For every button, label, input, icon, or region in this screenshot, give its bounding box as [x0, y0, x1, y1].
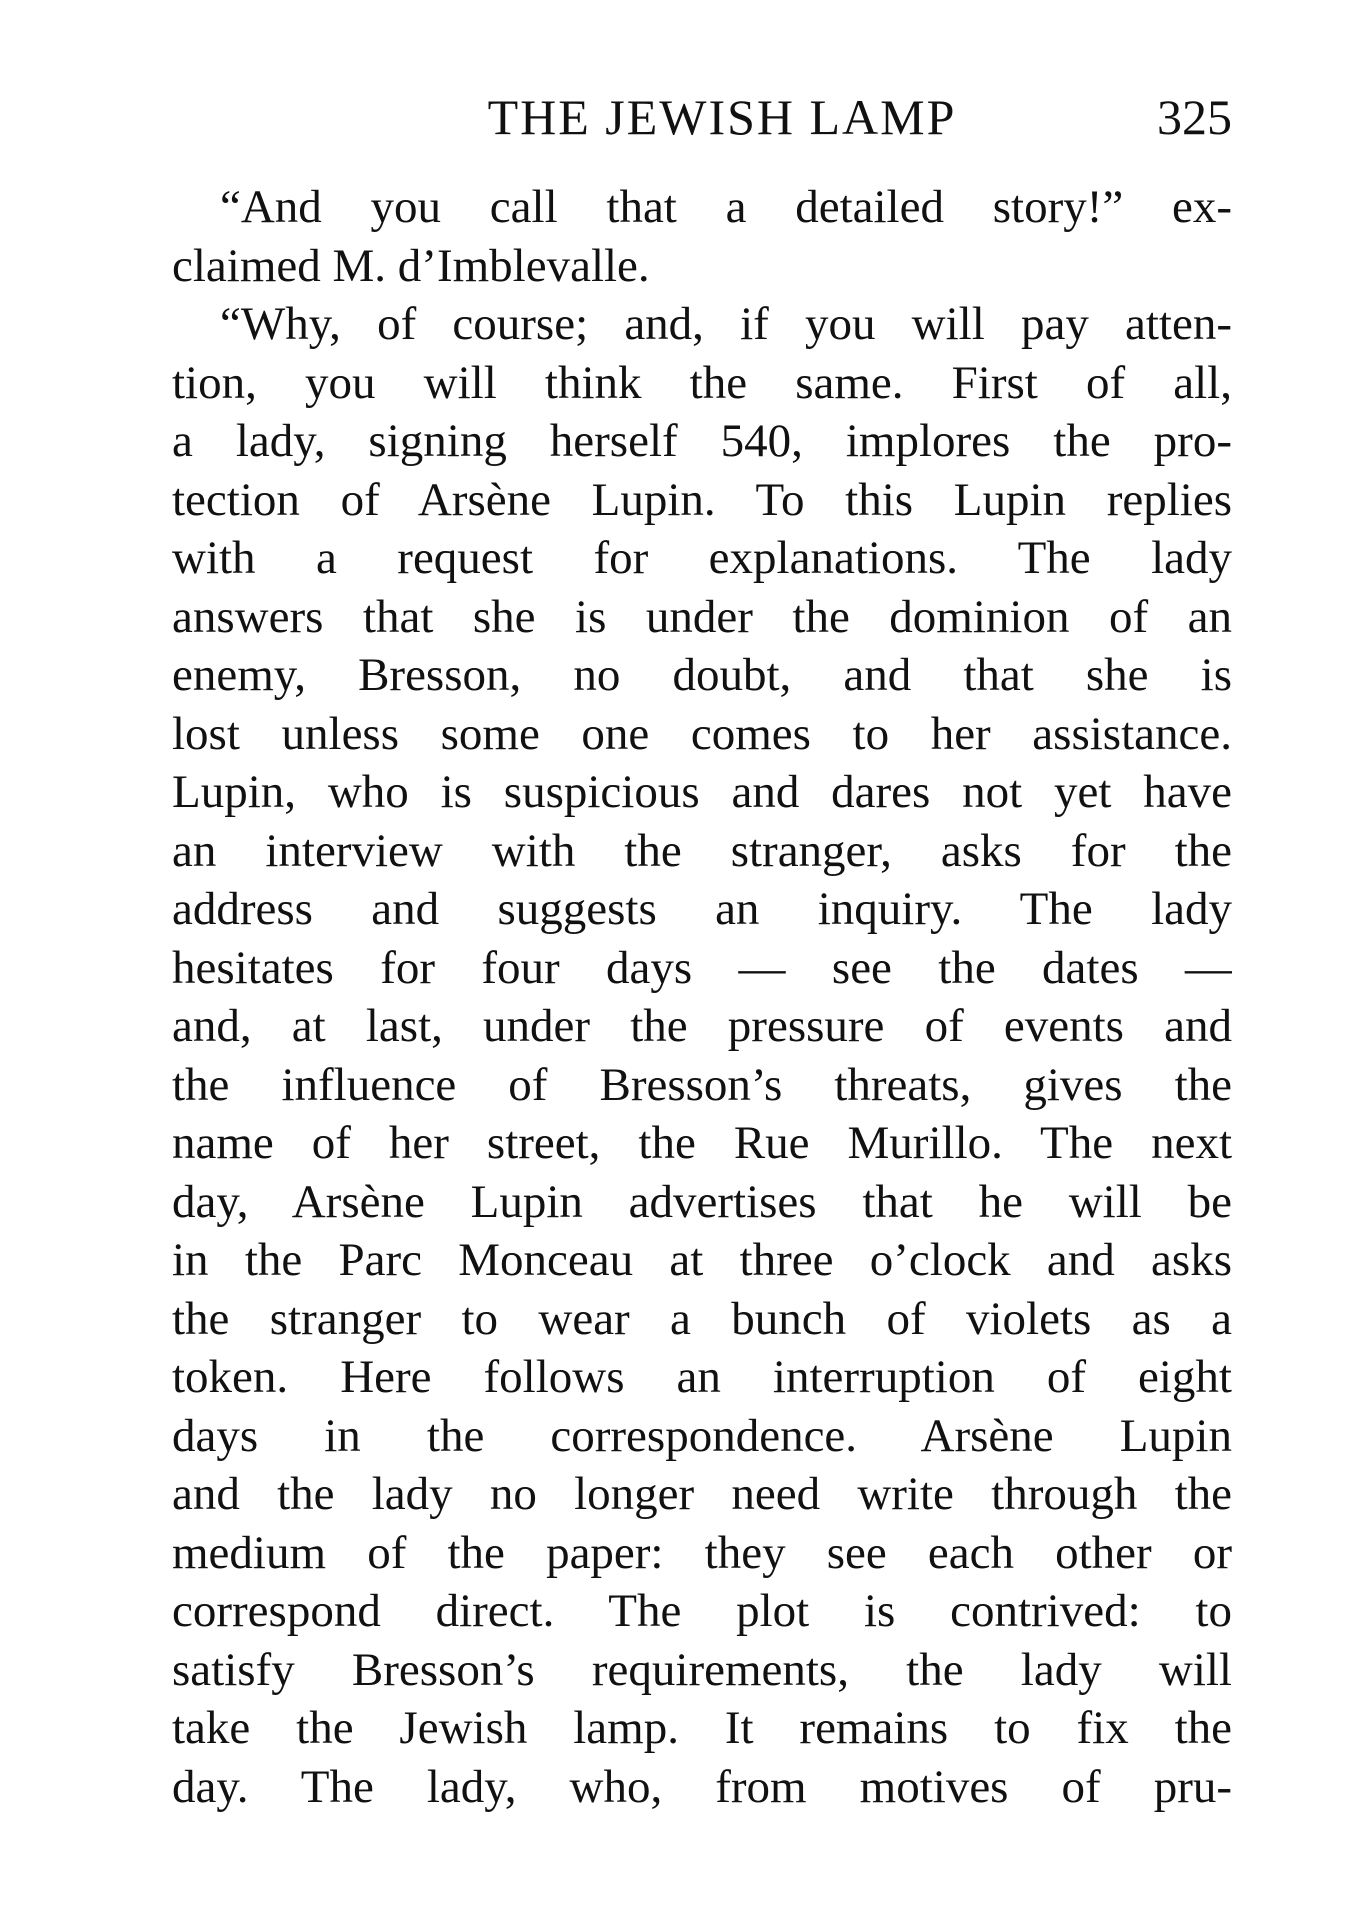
text-line: the influence of Bresson’s threats, gives the	[172, 1058, 1232, 1111]
text-line: lost unless some one comes to her assistance.	[172, 707, 1232, 760]
running-title: THE JEWISH LAMP	[487, 89, 957, 145]
text-line: name of her street, the Rue Murillo. The next	[172, 1117, 1232, 1169]
text-line: an interview with the stranger, asks for the	[172, 824, 1232, 877]
text-line: and, at last, under the pressure of events and	[172, 1000, 1232, 1052]
text-line: enemy, Bresson, no doubt, and that she is	[172, 649, 1232, 701]
text-line: day, Arsène Lupin advertises that he will be	[172, 1175, 1232, 1228]
text-line: “Why, of course; and, if you will pay atten-	[220, 298, 1232, 350]
text-line: days in the correspondence. Arsène Lupin	[172, 1409, 1232, 1462]
text-line: correspond direct. The plot is contrived: to	[172, 1585, 1232, 1637]
page-header	[172, 88, 1232, 158]
text-line: “And you call that a detailed story!” ex-	[220, 181, 1232, 233]
text-line: the stranger to wear a bunch of violets as a	[172, 1292, 1232, 1345]
text-line: medium of the paper: they see each other or	[172, 1526, 1232, 1579]
text-line: address and suggests an inquiry. The lady	[172, 883, 1232, 935]
text-line: token. Here follows an interruption of eight	[172, 1351, 1232, 1403]
text-line: in the Parc Monceau at three o’clock and asks	[172, 1234, 1232, 1286]
text-line: tection of Arsène Lupin. To this Lupin replies	[172, 473, 1232, 526]
body-text	[172, 178, 1232, 1816]
text-line: satisfy Bresson’s requirements, the lady will	[172, 1643, 1232, 1696]
text-line: claimed M. d’Imblevalle.	[172, 239, 650, 292]
text-line: hesitates for four days — see the dates —	[172, 941, 1232, 994]
text-line: answers that she is under the dominion of an	[172, 590, 1232, 643]
text-line: day. The lady, who, from motives of pru-	[172, 1760, 1232, 1813]
text-line: and the lady no longer need write through the	[172, 1468, 1232, 1520]
text-line: Lupin, who is suspicious and dares not yet have	[172, 766, 1232, 818]
text-line: a lady, signing herself 540, implores the pro-	[172, 415, 1232, 467]
page-number: 325	[1157, 89, 1232, 145]
text-line: tion, you will think the same. First of all,	[172, 356, 1232, 409]
text-line: take the Jewish lamp. It remains to fix the	[172, 1702, 1232, 1754]
text-line: with a request for explanations. The lady	[172, 532, 1232, 584]
